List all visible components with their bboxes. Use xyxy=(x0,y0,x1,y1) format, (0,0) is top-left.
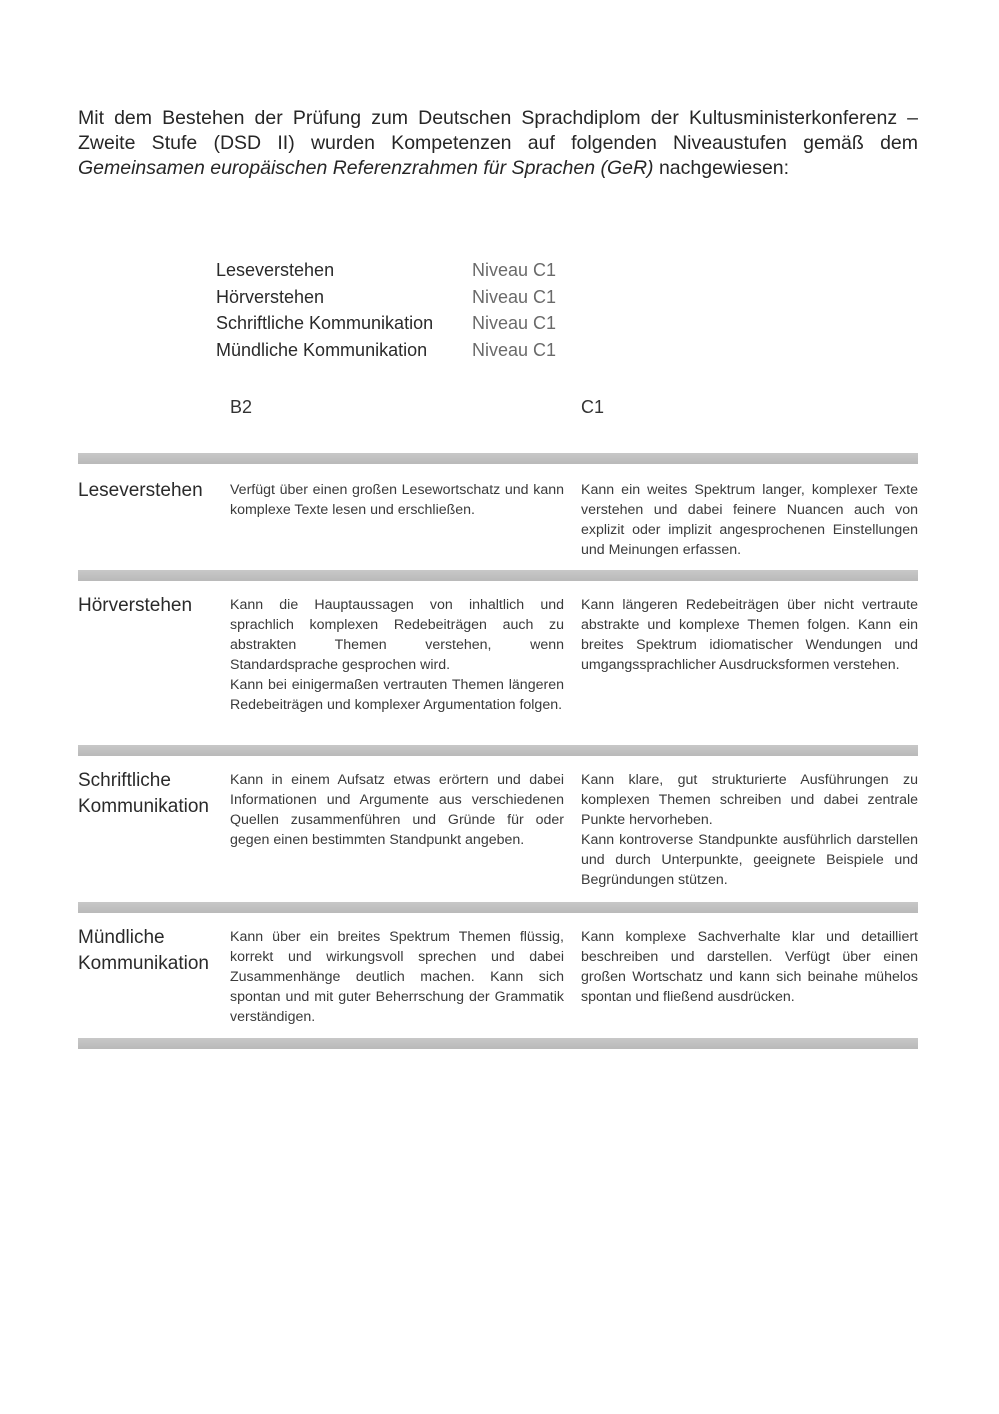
cell-c1: Kann komplexe Sachverhalte klar und detailliert beschreiben und darstellen. Verfügt über einen großen Wortschatz und kann sich beinahe mühelos spontan und fließend ausdrücken. xyxy=(581,929,918,1005)
result-row xyxy=(216,310,616,337)
intro-text-italic: Gemeinsamen europäischen Referenzrahmen für Sprachen (GeR) xyxy=(78,157,654,179)
results-summary xyxy=(216,257,616,363)
cell-b2: Kann in einem Aufsatz etwas erörtern und dabei Informationen und Argumente aus verschiedenen Quellen zusammenführen und Gründe für oder gegen einen bestimmten Standpunkt angeben. xyxy=(230,772,564,848)
result-level: Niveau C1 xyxy=(472,313,557,333)
cell-b2: Kann über ein breites Spektrum Themen flüssig, korrekt und wirkungsvoll sprechen und dabei Zusammenhänge deutlich machen. Kann sich spontan und mit guter Beherrschung der Grammatik verständigen. xyxy=(230,929,564,1025)
divider-bar xyxy=(78,745,918,756)
row-label: Schriftliche Kommunikation xyxy=(78,770,209,817)
result-row xyxy=(216,337,616,364)
result-level: Niveau C1 xyxy=(472,260,557,280)
intro-paragraph xyxy=(78,106,918,181)
divider-bar xyxy=(78,1038,918,1049)
cell-c1: Kann ein weites Spektrum langer, komplexer Texte verstehen und dabei feinere Nuancen auch von explizit oder implizit angesprochenen Einstellungen und Meinungen erfassen. xyxy=(581,482,918,558)
result-skill: Leseverstehen xyxy=(216,260,335,280)
cell-b2: Verfügt über einen großen Lesewortschatz und kann komplexe Texte lesen und erschließen. xyxy=(230,482,564,518)
divider-bar xyxy=(78,453,918,464)
result-level: Niveau C1 xyxy=(472,339,557,360)
row-label: Hörverstehen xyxy=(78,595,193,616)
divider-bar xyxy=(78,902,918,913)
result-row xyxy=(216,284,616,311)
row-label: Mündliche Kommunikation xyxy=(78,927,209,974)
cell-b2: Kann die Hauptaussagen von inhaltlich und sprachlich komplexen Redebeiträgen auch zu abstrakten Themen verstehen, wenn Standardsprache gesprochen wird. Kann bei einigermaßen vertrauten Themen längeren Redebeiträgen und komplexer Argumentation folgen. xyxy=(230,597,564,713)
result-skill: Schriftliche Kommunikation xyxy=(216,313,434,333)
result-skill: Mündliche Kommunikation xyxy=(216,339,428,360)
cell-c1: Kann klare, gut strukturierte Ausführungen zu komplexen Themen schreiben und dabei zentrale Punkte hervorheben. Kann kontroverse Standpunkte ausführlich darstellen und durch Unterpunkte, geeignete Beispiele und Begründungen stützen. xyxy=(581,772,918,888)
divider-bar xyxy=(78,570,918,581)
column-header-c1: C1 xyxy=(581,397,605,417)
result-level: Niveau C1 xyxy=(472,286,557,307)
column-header-b2: B2 xyxy=(230,397,253,417)
row-label: Leseverstehen xyxy=(78,480,203,501)
result-skill: Hörverstehen xyxy=(216,286,325,307)
intro-text-part1: Mit dem Bestehen der Prüfung zum Deutschen Sprachdiplom der Kultusministerkonferenz – Zweite Stufe (DSD II) wurden Kompetenzen auf folgenden Niveaustufen gemäß dem xyxy=(78,107,918,154)
result-row xyxy=(216,257,616,284)
cell-c1: Kann längeren Redebeiträgen über nicht vertraute abstrakte und komplexe Themen folgen. Kann ein breites Spektrum idiomatischer Wendungen und umgangssprachlicher Ausdrucksformen verstehen. xyxy=(581,597,918,673)
intro-text-part2: nachgewiesen: xyxy=(653,157,790,179)
